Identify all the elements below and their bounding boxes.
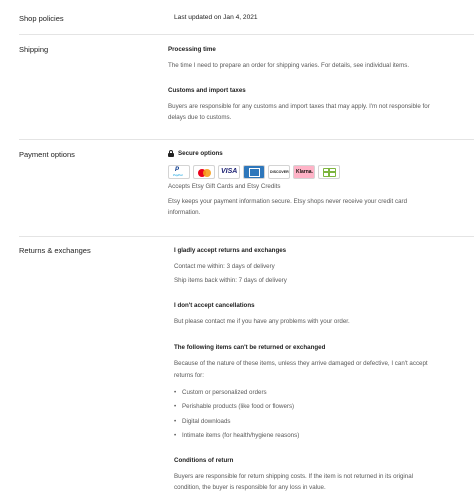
excluded-text-line1: Because of the nature of these items, unless they arrive damaged or defective, I can't accept	[174, 360, 428, 367]
payment-methods	[168, 165, 340, 179]
shipping-title: Shipping	[19, 45, 49, 54]
secure-options-label: Secure options	[178, 150, 223, 157]
divider	[19, 236, 474, 237]
shop-policies-title: Shop policies	[19, 14, 64, 23]
last-updated-text: Last updated on Jan 4, 2021	[174, 14, 258, 21]
conditions-text-line1: Buyers are responsible for return shipping costs. If the item is not returned in its original	[174, 473, 414, 480]
excluded-text-line2: returns for:	[174, 372, 204, 379]
returns-title: Returns & exchanges	[19, 246, 91, 255]
cancellations-heading: I don't accept cancellations	[174, 302, 255, 309]
accept-returns-heading: I gladly accept returns and exchanges	[174, 247, 287, 254]
secure-text-line2: information.	[168, 209, 201, 216]
divider	[19, 34, 474, 35]
conditions-heading: Conditions of return	[174, 457, 234, 464]
mastercard-icon	[193, 165, 215, 179]
visa-icon: VISA	[218, 165, 240, 179]
gift-cards-text: Accepts Etsy Gift Cards and Etsy Credits	[168, 183, 281, 190]
gift-card-icon	[318, 165, 340, 179]
processing-time-heading: Processing time	[168, 46, 216, 53]
contact-within-text: Contact me within: 3 days of delivery	[174, 263, 275, 270]
list-item: • Intimate items (for health/hygiene reasons)	[174, 432, 299, 439]
paypal-icon: P PayPal	[168, 165, 190, 179]
klarna-icon: Klarna.	[293, 165, 315, 179]
conditions-text-line2: condition, the buyer is responsible for any loss in value.	[174, 484, 326, 491]
excluded-items-heading: The following items can't be returned or exchanged	[174, 344, 326, 351]
customs-text-line2: delays due to customs.	[168, 114, 232, 121]
cancellations-text: But please contact me if you have any problems with your order.	[174, 318, 350, 325]
secure-text-line1: Etsy keeps your payment information secure. Etsy shops never receive your credit card	[168, 198, 408, 205]
ship-back-within-text: Ship items back within: 7 days of delivery	[174, 277, 287, 284]
processing-time-text: The time I need to prepare an order for shipping varies. For details, see individual items.	[168, 62, 410, 69]
lock-icon	[168, 150, 174, 157]
list-item: • Digital downloads	[174, 418, 231, 425]
list-item: • Custom or personalized orders	[174, 389, 267, 396]
discover-icon: DISCOVER	[268, 165, 290, 179]
customs-heading: Customs and import taxes	[168, 87, 246, 94]
list-item: • Perishable products (like food or flowers)	[174, 403, 294, 410]
payment-options-title: Payment options	[19, 150, 75, 159]
amex-icon	[243, 165, 265, 179]
divider	[19, 139, 474, 140]
customs-text-line1: Buyers are responsible for any customs and import taxes that may apply. I'm not responsible for	[168, 103, 430, 110]
